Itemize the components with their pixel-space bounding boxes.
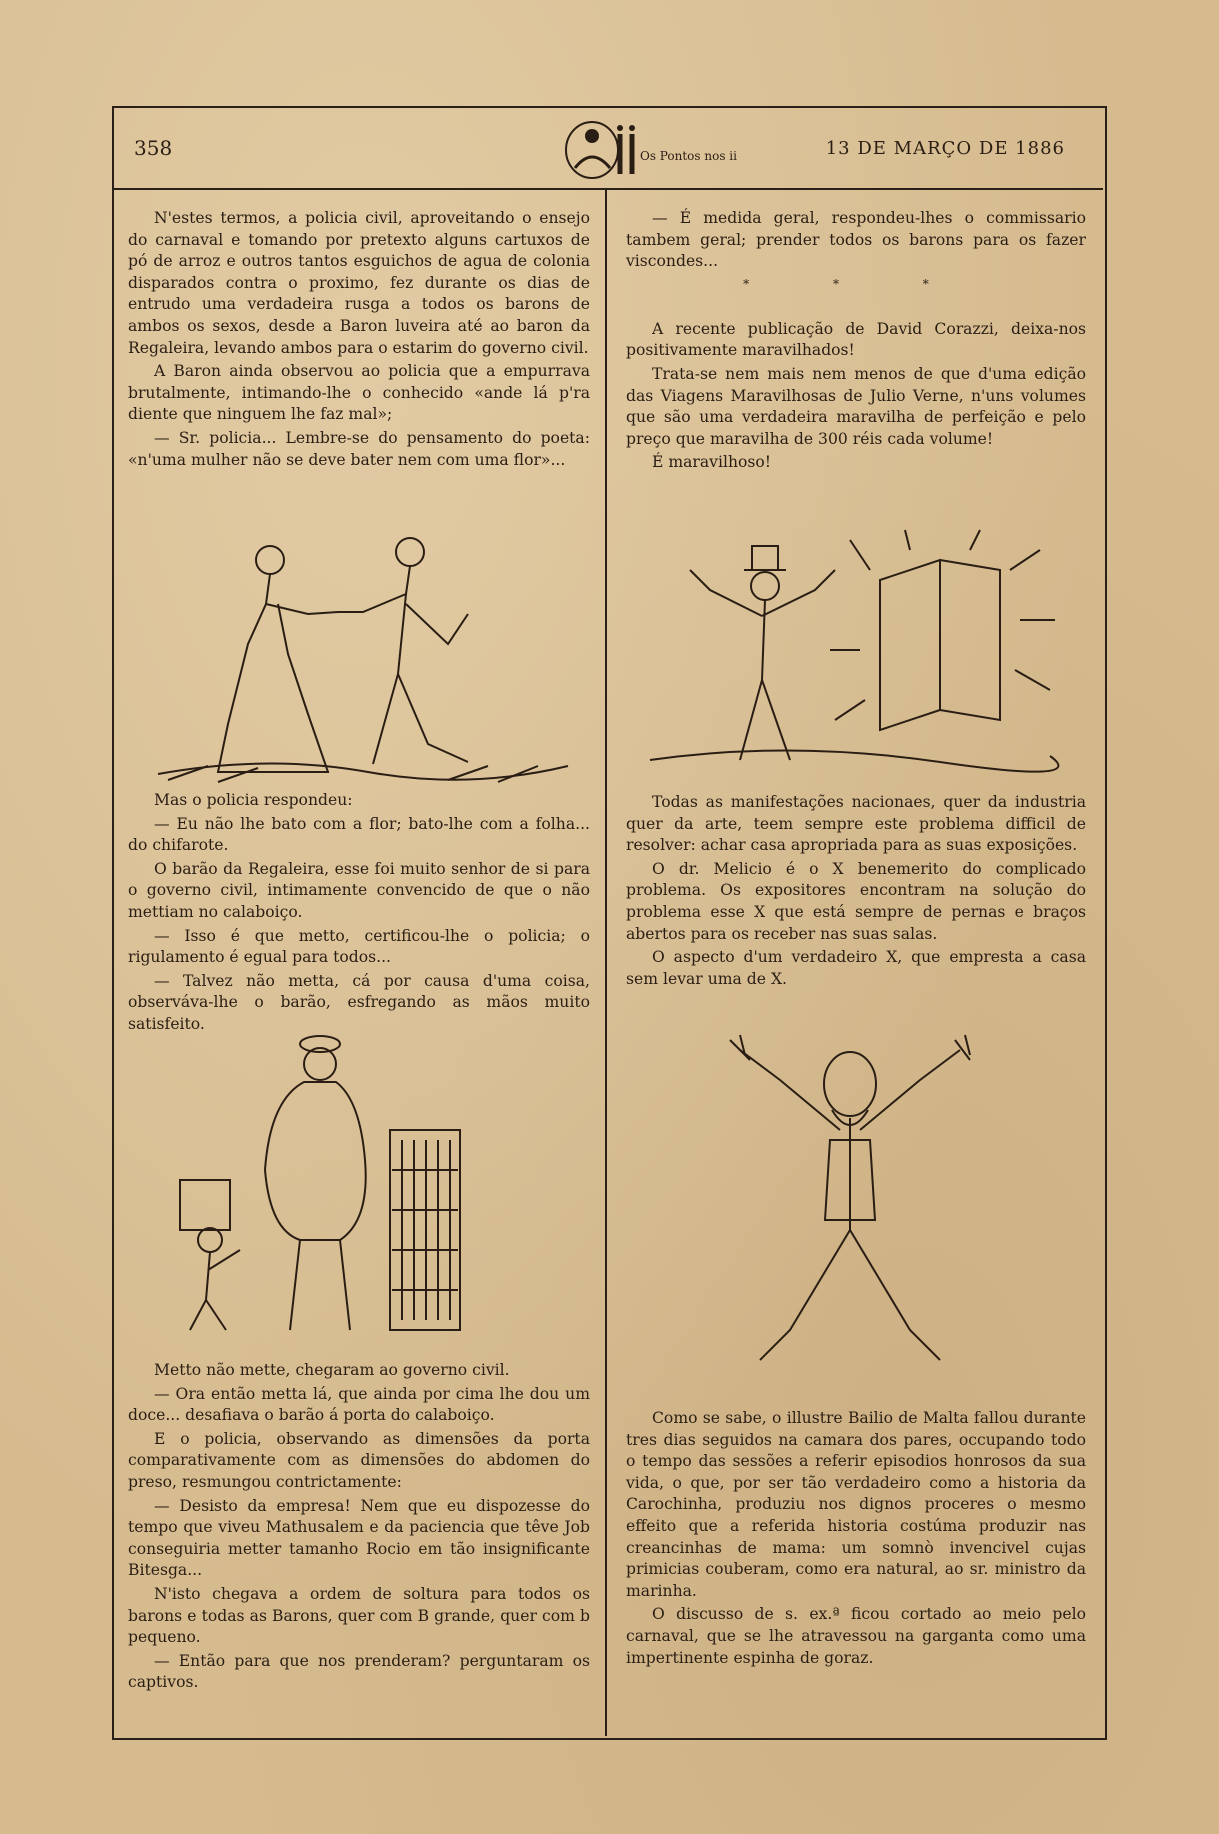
article-paragraph: — Ora então metta lá, que ainda por cima lhe dou um doce... desafiava o barão á porta do calaboiço. bbox=[128, 1384, 590, 1425]
illustration-x-figure bbox=[700, 1030, 1000, 1370]
illustration-reader-and-book bbox=[640, 530, 1060, 780]
article-paragraph: Como se sabe, o illustre Bailio de Malta fallou durante tres dias seguidos na camara dos pares, occupando todo o tempo das sessões a referir episodios honrosos da sua vida, o que, por ser tão verdadeiro como a historia da Carochinha, produziu nos dignos proceres o mesmo effeito que a referida historia costúma produzir nas creancinhas de mama: um somnò invencivel cujas primicias couberam, como era natural, ao sr. ministro da marinha. bbox=[626, 1409, 1086, 1600]
left-text-block-3 bbox=[128, 1360, 590, 1696]
column-divider bbox=[605, 188, 607, 1736]
article-paragraph: N'isto chegava a ordem de soltura para todos os barons e todas as Barons, quer com B grande, quer com b pequeno. bbox=[128, 1584, 590, 1647]
article-paragraph: Todas as manifestações nacionaes, quer da industria quer da arte, teem sempre este problema difficil de resolver: achar casa apropriada para as suas exposições. bbox=[626, 793, 1086, 855]
left-text-block-1 bbox=[128, 208, 590, 473]
page-header bbox=[112, 106, 1103, 190]
issue-date: 13 DE MARÇO DE 1886 bbox=[825, 138, 1065, 159]
article-paragraph: — Eu não lhe bato com a flor; bato-lhe com a folha... do chifarote. bbox=[128, 814, 590, 855]
article-paragraph: — Desisto da empresa! Nem que eu dispozesse do tempo que viveu Mathusalem e da paciencia que têve Job conseguiria metter tamanho Rocio em tão insignificante Bitesga... bbox=[128, 1496, 590, 1580]
article-paragraph: E o policia, observando as dimensões da porta comparativamente com as dimensões do abdomen do preso, resmungou contrictamente: bbox=[128, 1429, 590, 1491]
right-text-block-1 bbox=[626, 208, 1086, 476]
article-paragraph: — Sr. policia... Lembre-se do pensamento do poeta: «n'uma mulher não se deve bater nem com uma flor»... bbox=[128, 428, 590, 469]
right-text-block-2 bbox=[626, 792, 1086, 992]
illustration-baron-at-cell-door bbox=[170, 1030, 520, 1342]
left-text-block-2 bbox=[128, 790, 590, 1038]
article-paragraph: — É medida geral, respondeu-lhes o commissario tambem geral; prender todos os barons para os fazer viscondes... bbox=[626, 209, 1086, 271]
page-number: 358 bbox=[134, 136, 173, 160]
right-text-block-3 bbox=[626, 1408, 1086, 1671]
article-paragraph: — Então para que nos prenderam? perguntaram os captivos. bbox=[128, 1651, 590, 1692]
article-paragraph: É maravilhoso! bbox=[652, 453, 772, 472]
article-paragraph: Trata-se nem mais nem menos de que d'uma edição das Viagens Maravilhosas de Julio Verne, n'uns volumes que são uma verdadeira maravilha de perfeição e pelo preço que maravilha de 300 réis cada volume! bbox=[626, 364, 1086, 448]
section-separator: * * * bbox=[743, 276, 969, 291]
article-paragraph: — Talvez não metta, cá por causa d'uma coisa, observáva-lhe o barão, esfregando as mãos muito satisfeito. bbox=[128, 971, 590, 1033]
article-paragraph: — Isso é que metto, certificou-lhe o policia; o rigulamento é egual para todos... bbox=[128, 926, 590, 967]
article-paragraph: Metto não mette, chegaram ao governo civil. bbox=[154, 1361, 510, 1379]
article-paragraph: A recente publicação de David Corazzi, deixa-nos positivamente maravilhados! bbox=[626, 319, 1086, 360]
article-paragraph: O discusso de s. ex.ª ficou cortado ao meio pelo carnaval, que se lhe atravessou na garganta como uma impertinente espinha de goraz. bbox=[626, 1605, 1086, 1667]
article-paragraph: Mas o policia respondeu: bbox=[154, 791, 353, 809]
article-paragraph: A Baron ainda observou ao policia que a empurrava brutalmente, intimando-lhe o conhecido «ande lá p'ra diente que ninguem lhe faz mal»; bbox=[128, 362, 590, 424]
masthead-text: Os Pontos nos ii bbox=[640, 149, 737, 163]
illustration-baron-and-policeman bbox=[148, 534, 578, 788]
article-paragraph: O aspecto d'um verdadeiro X, que empresta a casa sem levar uma de X. bbox=[626, 948, 1086, 988]
article-paragraph: N'estes termos, a policia civil, aproveitando o ensejo do carnaval e tomando por pretexto alguns cartuxos de pó de arroz e outros tantos esguichos de agua de colonia disparados contra o proximo, fez durante os dias de entrudo uma verdadeira rusga a todos os barons de ambos os sexos, desde a Baron luveira até ao baron da Regaleira, levando ambos para o estarim do governo civil. bbox=[128, 209, 590, 357]
masthead-logo bbox=[530, 116, 737, 182]
article-paragraph: O barão da Regaleira, esse foi muito senhor de si para o governo civil, intimamente convencido de que o não mettiam no calaboiço. bbox=[128, 859, 590, 921]
article-paragraph: O dr. Melicio é o X benemerito do complicado problema. Os expositores encontram na solução do problema esse X que está sempre de pernas e braços abertos para os receber nas suas salas. bbox=[626, 859, 1086, 943]
